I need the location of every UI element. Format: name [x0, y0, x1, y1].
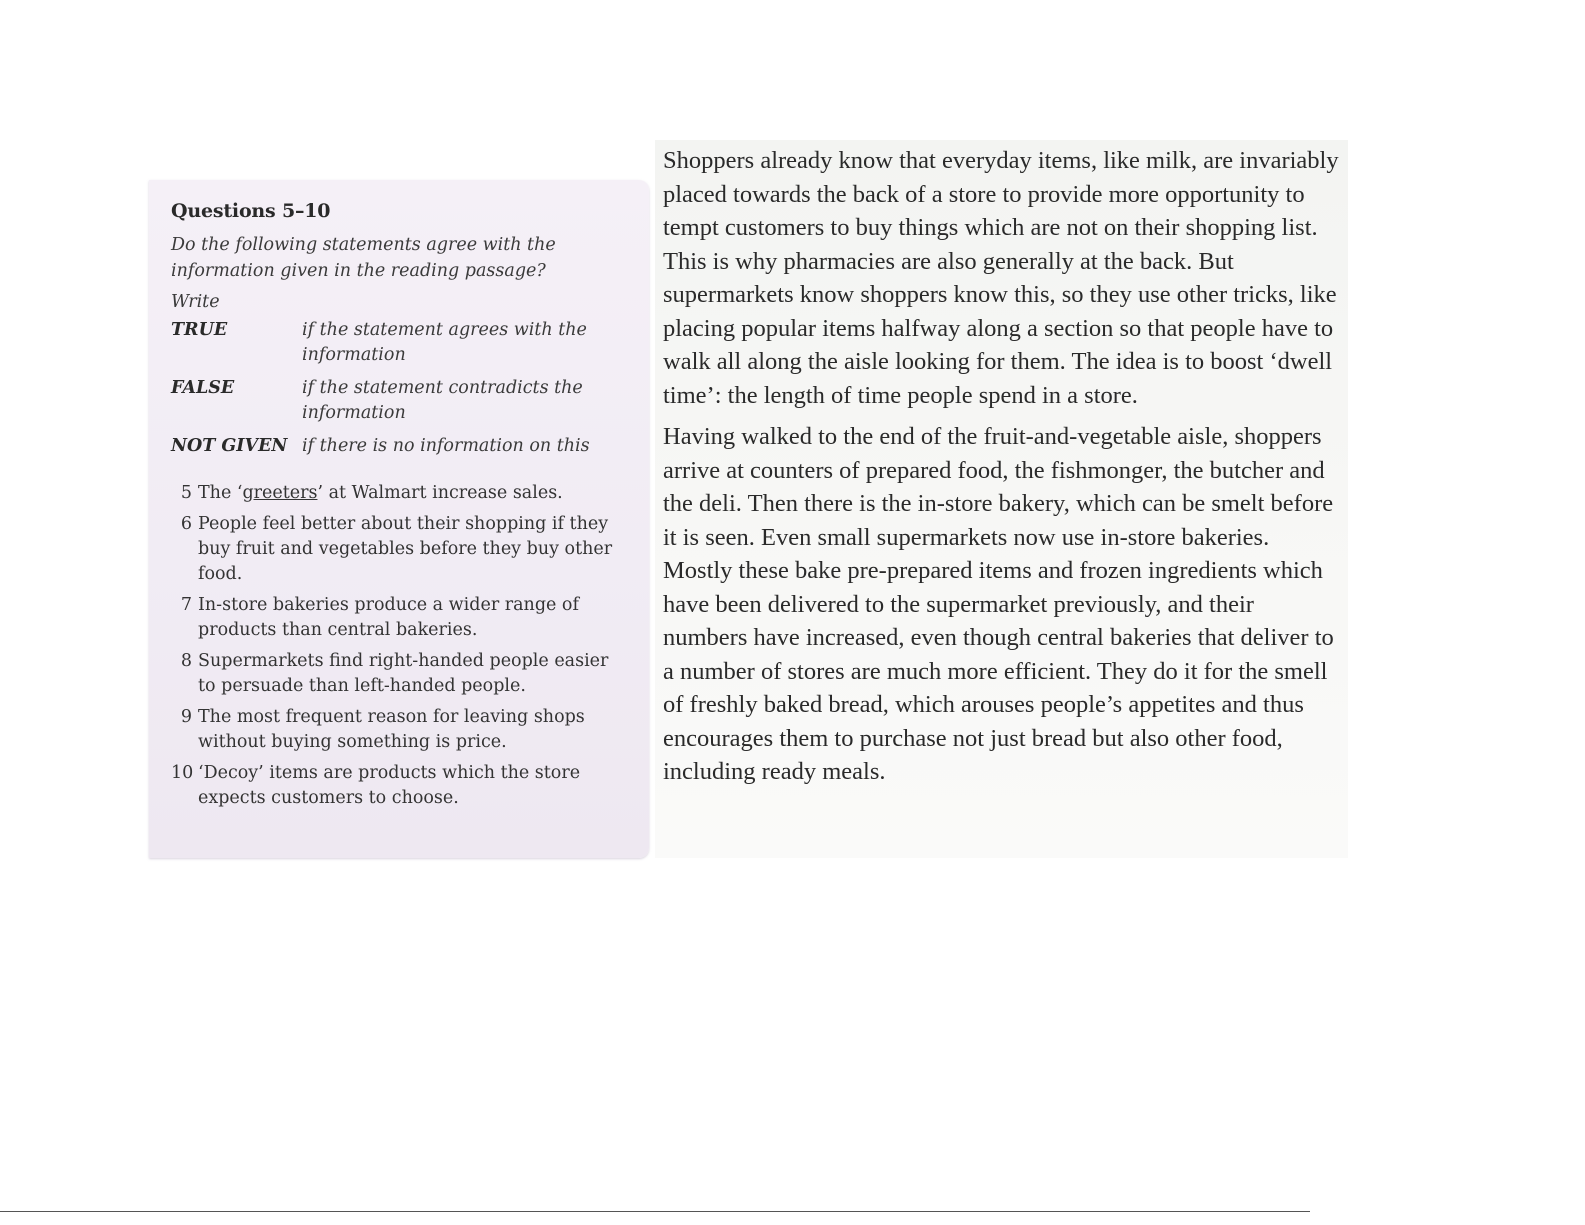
passage-paragraph: Shoppers already know that everyday items, like milk, are invariably placed towards the back of a store to provide more opportunity to tempt customers to buy things which are not on their shopping list. This is why pharmacies are also generally at the back. But supermarkets know shoppers know this, so they use other tricks, like placing popular items halfway along a section so that people have to walk all along the aisle looking for them. The idea is to boost ‘dwell time’: the length of time people spend in a store.: [663, 147, 1339, 409]
question-text: ‘Decoy’ items are products which the store expects customers to choose.: [198, 763, 581, 808]
question-text: The ‘greeters’ at Walmart increase sales.: [198, 483, 563, 503]
question-text: Supermarkets find right-handed people easier to persuade than left-handed people.: [198, 651, 609, 696]
question-number: 8: [180, 651, 192, 671]
option-label: TRUE: [171, 320, 228, 340]
option-label: FALSE: [171, 378, 235, 398]
question-item: [171, 512, 627, 587]
question-number: 7: [180, 595, 192, 615]
option-description: if there is no information on this: [302, 436, 590, 456]
question-item: [171, 761, 627, 811]
question-item: [171, 593, 627, 643]
questions-box: [149, 180, 649, 858]
write-label: Write: [171, 292, 220, 312]
question-number: 10: [171, 763, 194, 783]
option-description: if the statement contradicts the information: [302, 378, 583, 423]
question-text: People feel better about their shopping if they buy fruit and vegetables before they buy other food.: [198, 514, 613, 584]
greeters-underlined: greeters: [242, 483, 318, 503]
question-item: [171, 705, 627, 755]
reading-passage: [655, 140, 1348, 858]
option-true: [171, 318, 627, 368]
option-label: NOT GIVEN: [171, 436, 288, 456]
question-number: 5: [180, 483, 192, 503]
question-number: 6: [180, 514, 192, 534]
question-item: [171, 649, 627, 699]
question-list: [171, 481, 627, 811]
question-item: [171, 481, 627, 506]
question-text: In-store bakeries produce a wider range of products than central bakeries.: [198, 595, 579, 640]
questions-title: Questions 5–10: [171, 200, 331, 222]
questions-instruction: Do the following statements agree with the information given in the reading passage?: [171, 235, 556, 281]
option-description: if the statement agrees with the information: [302, 320, 587, 365]
option-not-given: [171, 434, 627, 459]
option-false: [171, 376, 627, 426]
page-bottom-rule: [0, 1211, 1310, 1212]
question-text: The most frequent reason for leaving shops without buying something is price.: [198, 707, 585, 752]
question-number: 9: [180, 707, 192, 727]
passage-paragraph: Having walked to the end of the fruit-and-vegetable aisle, shoppers arrive at counters of prepared food, the fishmonger, the butcher and the deli. Then there is the in-store bakery, which can be smelt before it is seen. Even small supermarkets now use in-store bakeries. Mostly these bake pre-prepared items and frozen ingredients which have been delivered to the supermarket previously, and their numbers have increased, even though central bakeries that deliver to a number of stores are much more efficient. They do it for the smell of freshly baked bread, which arouses people’s appetites and thus encourages them to purchase not just bread but also other food, including ready meals.: [663, 423, 1334, 785]
